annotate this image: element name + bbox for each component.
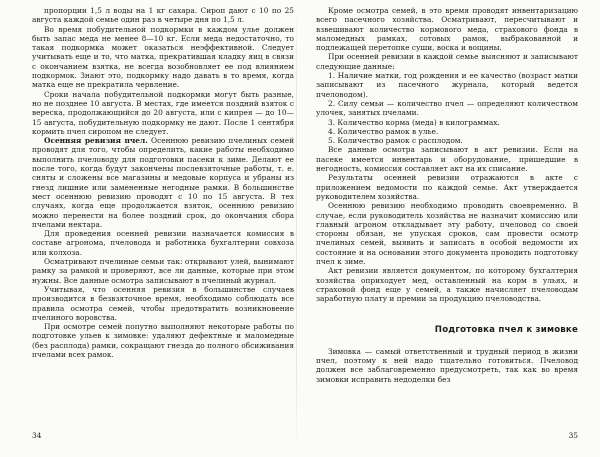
paragraph: Для проведения осенней ревизии назначается комиссия в составе агронома, пчеловода и работника бухгалтерии совхоза или колхоза. <box>32 229 294 257</box>
paragraph: Осеннюю ревизию необходимо проводить своевременно. В случае, если руководитель хозяйства не назначит комиссию или главный агроном откладывает эту работу, пчеловод со своей стороны обязан, не упуская сроков, сам провести осмотр пчелиных семей, выявить и записать в особой ведомости их состояние и на основании этого документа проводить подготовку пчел к зиме. <box>316 201 578 267</box>
paragraph: Зимовка — самый ответственный и трудный период в жизни пчел, поэтому к ней надо тщательно готовиться. Пчеловод должен все заблаговременно предусмотреть, так как во время зимовки исправить недоделки без <box>316 346 578 384</box>
paragraph: Результаты осенней ревизии отражаются в акте с приложением ведомости по каждой семье. Акт утверждается руководителем хозяйства. <box>316 173 578 201</box>
data-list <box>316 71 578 145</box>
page-number: 35 <box>568 430 578 440</box>
paragraph: Во время побудительной подкормки в каждом улье должен быть запас меда не менее 8—10 кг. Если меда недостаточно, то такая подкормка может оказаться неэффективной. Следует учитывать еще и то, что матка, прекратившая кладку яиц в связи с окончанием взятка, не всегда возобновляет ее под влиянием подкормок. Знают это, подкормку надо давать в то время, когда матка еще не прекратила червление. <box>32 24 294 90</box>
paragraph: пропорции 1,5 л воды на 1 кг сахара. Сироп дают с 10 по 25 августа каждой семье один раз в четыре дня по 1,5 л. <box>32 6 294 25</box>
right-page-text <box>316 6 578 384</box>
list-item: 4. Количество рамок в улье. <box>328 126 439 136</box>
section-heading: Подготовка пчел к зимовке <box>434 324 578 335</box>
left-page <box>32 6 294 454</box>
list-item: 2. Силу семьи — количество пчел — определяют количеством улочек, занятых пчелами. <box>316 98 578 118</box>
paragraph: Акт ревизии является документом, по которому бухгалтерия хозяйства оприходует мед, оставленный на корм в ульях, и страховой фонд еще у семей, а также начисляет пчеловодам заработную плату и премии за продукцию пчеловодства. <box>316 266 578 304</box>
paragraph: Сроки начала побудительной подкормки могут быть разные, но не позднее 10 августа. В местах, где имеется поздний взяток с вереска, продолжающийся до 20 августа, или с кипрея — до 10—15 августа, побудительную подкормку не дают. После 1 сентября кормить пчел сиропом не следует. <box>32 89 294 136</box>
paragraph: Учитывая, что осенняя ревизия в большинстве случаев производится в безвзяточное время, необходимо соблюдать все правила осмотра семей, чтобы предотвратить возникновение пчелиного воровства. <box>32 284 294 322</box>
paragraph: При осенней ревизии в каждой семье выясняют и записывают следующие данные: <box>316 52 578 71</box>
left-page-text <box>32 6 294 359</box>
paragraph: Осматривают пчелиные семьи так: открывают улей, вынимают рамку за рамкой и проверяют, все ли данные, которые при этом нужны. Все данные осмотра записывают в пчелиный журнал. <box>32 257 294 285</box>
gutter-divider <box>296 0 297 457</box>
run-in-heading: Осенняя ревизия пчел. <box>44 136 148 146</box>
page-number: 34 <box>32 430 42 440</box>
paragraph: При осмотре семей попутно выполняют некоторые работы по подготовке ульев к зимовке: удаляют дефектные и маломедные (без расплода) рамки, сокращают гнезда до полного обсиживания пчелами всех рамок. <box>32 322 294 359</box>
list-item: 1. Наличие матки, год рождения и ее качество (возраст матки записывают из пасечного журнала, который ведется пчеловодом). <box>316 71 578 99</box>
paragraph: Осенняя ревизия пчел. Осеннюю ревизию пчелиных семей проводят для того, чтобы определить, какие работы необходимо выполнить пчеловоду для подготовки пасеки к зиме. Делают ее после того, когда будут закончены послевзяточные работы, т. е. сняты и сложены все магазины и медовые корпуса и убраны из гнезд лишние или замененные негодные рамки. В большинстве мест осеннюю ревизию проводят с 10 по 15 августа. В тех случаях, когда еще продолжается взяток, осеннюю ревизию можно перенести на более поздний срок, до окончания сбора пчелами нектара. <box>32 136 294 229</box>
paragraph: Все данные осмотра записывают в акт ревизии. Если на пасеке имеется инвентарь и оборудование, пришедшие в негодность, комиссия составляет акт на их списание. <box>316 145 578 174</box>
paragraph: Кроме осмотра семей, в это время проводят инвентаризацию всего пасечного хозяйства. Осматривают, пересчитывают и взвешивают количество кормового меда, страхового фонда в маломедных рамках, сотовых рамок, выбракованной и подлежащей перетопке суши, воска и вощины. <box>316 6 578 53</box>
list-item: 5. Количество рамок с расплодом. <box>328 136 463 146</box>
list-item: 3. Количество корма (меда) в килограммах. <box>328 117 500 127</box>
right-page <box>316 6 578 454</box>
